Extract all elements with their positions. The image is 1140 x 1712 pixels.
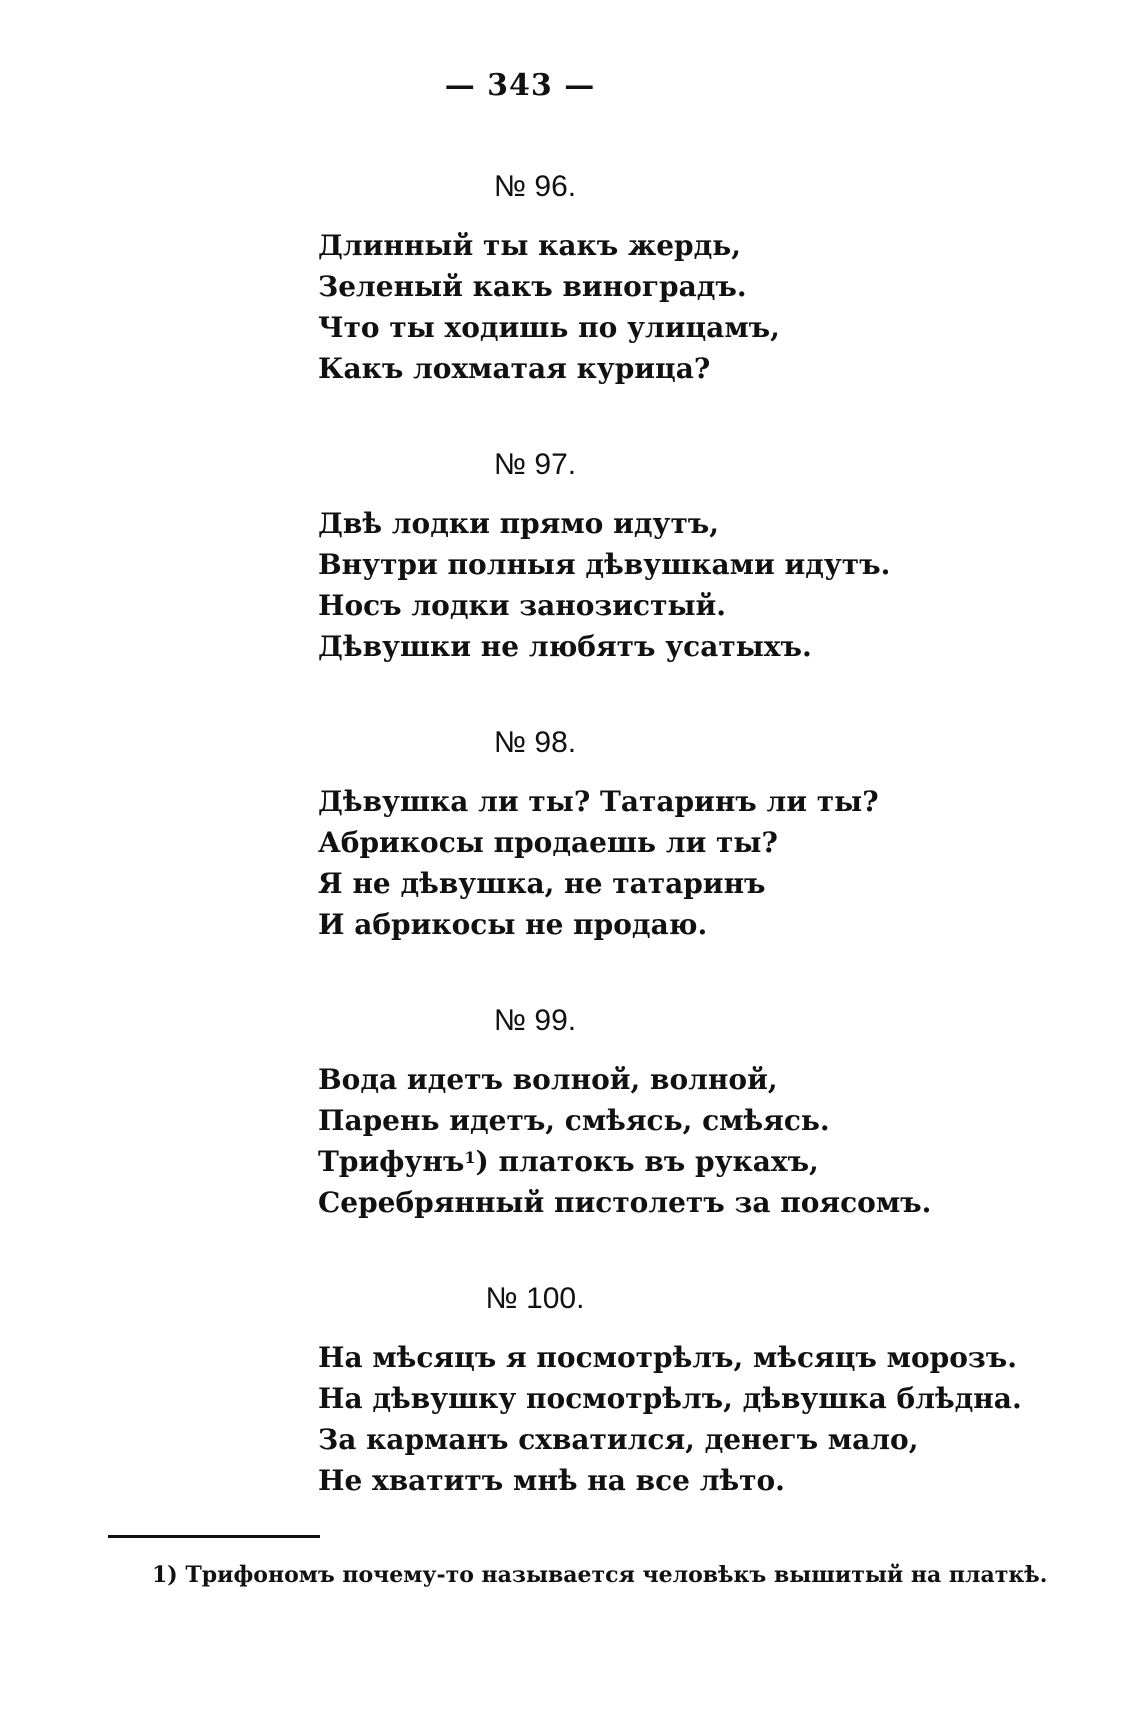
line-text: Трифунъ	[318, 1145, 465, 1178]
poem-line: Какъ лохматая курица?	[318, 352, 711, 385]
poem-number: № 100.	[485, 1282, 585, 1315]
footnote-divider	[108, 1535, 320, 1538]
poem-lines	[318, 1059, 931, 1223]
poem-line-with-footnote	[318, 1141, 931, 1182]
poem-line: Двѣ лодки прямо идутъ,	[318, 507, 720, 540]
poem-line: Дѣвушки не любятъ усатыхъ.	[318, 630, 812, 663]
poem-line: Не хватитъ мнѣ на все лѣто.	[318, 1464, 785, 1497]
poem-lines	[318, 781, 879, 945]
poem-lines	[318, 225, 780, 389]
poem-line: И абрикосы не продаю.	[318, 908, 708, 941]
poem-number: № 96.	[493, 170, 577, 203]
poem-line: Дѣвушка ли ты? Татаринъ ли ты?	[318, 785, 879, 818]
poem-line: Серебрянный пистолетъ за поясомъ.	[318, 1186, 932, 1219]
poem-line: Внутри полныя дѣвушками идутъ.	[318, 548, 891, 581]
poem-number: № 98.	[493, 726, 577, 759]
poem-line: Что ты ходишь по улицамъ,	[318, 311, 780, 344]
poem-lines	[318, 1337, 1022, 1501]
poem-line: Носъ лодки занозистый.	[318, 589, 727, 622]
poem-line: На дѣвушку посмотрѣлъ, дѣвушка блѣдна.	[318, 1382, 1022, 1415]
poem-line: Зеленый какъ виноградъ.	[318, 270, 747, 303]
poem-line: Я не дѣвушка, не татаринъ	[318, 867, 766, 900]
page-number: — 343 —	[444, 68, 596, 103]
poem-line: На мѣсяцъ я посмотрѣлъ, мѣсяцъ морозъ.	[318, 1341, 1017, 1374]
line-text: ) платокъ въ рукахъ,	[475, 1145, 819, 1178]
poem-line: Абрикосы продаешь ли ты?	[318, 826, 778, 859]
poem-line: За карманъ схватился, денегъ мало,	[318, 1423, 919, 1456]
poem-number: № 97.	[493, 448, 577, 481]
poem-lines	[318, 503, 890, 667]
footnote-marker: 1	[464, 1148, 476, 1167]
footnote: 1) Трифономъ почему-то называется человѣкъ вышитый на платкѣ.	[152, 1562, 1048, 1588]
poem-line: Парень идетъ, смѣясь, смѣясь.	[318, 1104, 830, 1137]
poem-number: № 99.	[493, 1004, 577, 1037]
poem-line: Вода идетъ волной, волной,	[318, 1063, 778, 1096]
poem-line: Длинный ты какъ жердь,	[318, 229, 742, 262]
